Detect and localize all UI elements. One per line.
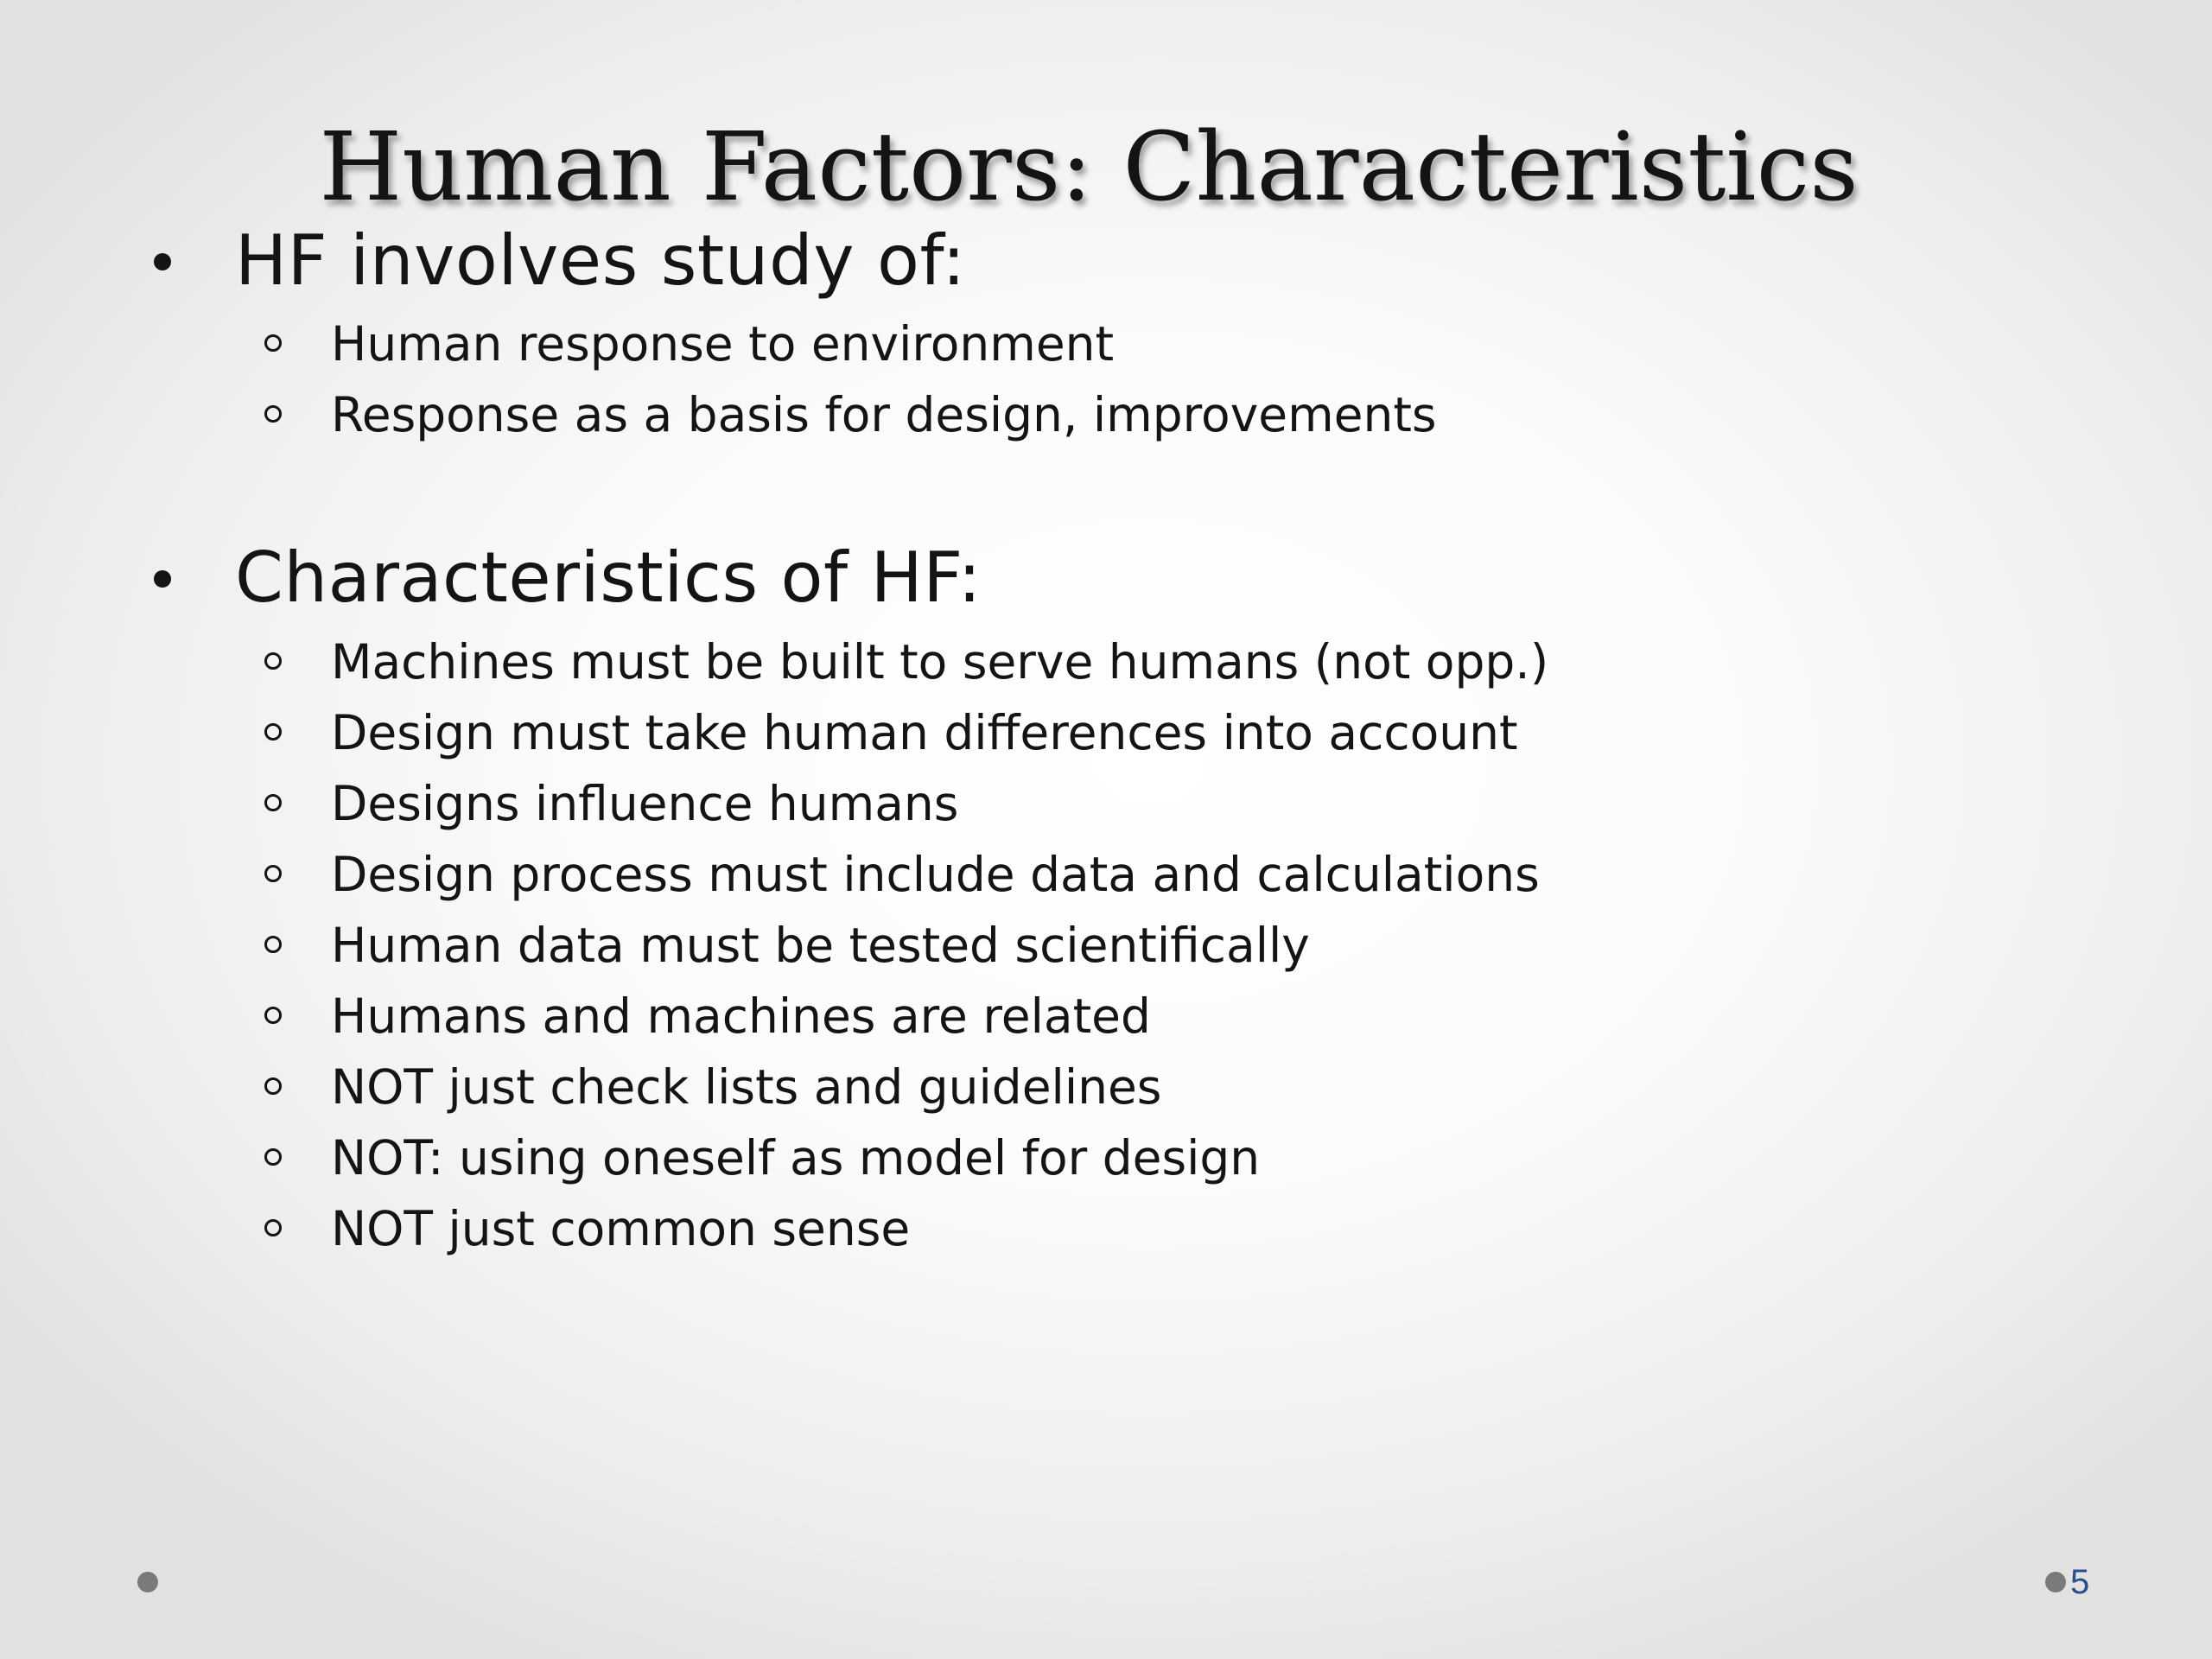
hollow-circle-bullet-icon bbox=[264, 1219, 282, 1236]
sub-list-hf-involves bbox=[0, 308, 2074, 450]
list-item bbox=[0, 308, 2074, 379]
bullet-dot-icon bbox=[154, 570, 171, 588]
hollow-circle-bullet-icon bbox=[264, 1007, 282, 1024]
slide-title: Human Factors: Characteristics bbox=[319, 111, 1859, 222]
sub-list-characteristics bbox=[0, 626, 2074, 1264]
list-item bbox=[0, 910, 2074, 981]
page-number: 5 bbox=[2070, 1563, 2090, 1601]
hollow-circle-bullet-icon bbox=[264, 405, 282, 423]
list-item bbox=[0, 626, 2074, 697]
list-item bbox=[0, 1193, 2074, 1264]
section-heading-text: Characteristics of HF: bbox=[235, 537, 982, 618]
bullet-dot-icon bbox=[154, 253, 171, 270]
list-item-text: Machines must be built to serve humans (not opp.) bbox=[331, 634, 1549, 690]
list-item-text: Human response to environment bbox=[331, 316, 1115, 372]
hollow-circle-bullet-icon bbox=[264, 865, 282, 882]
list-item bbox=[0, 839, 2074, 910]
section-heading-text: HF involves study of: bbox=[235, 220, 966, 301]
list-item-text: Humans and machines are related bbox=[331, 988, 1151, 1044]
footer-dot-icon bbox=[137, 1572, 158, 1592]
hollow-circle-bullet-icon bbox=[264, 1148, 282, 1166]
hollow-circle-bullet-icon bbox=[264, 723, 282, 741]
list-item bbox=[0, 768, 2074, 839]
list-item-text: Designs influence humans bbox=[331, 776, 959, 831]
hollow-circle-bullet-icon bbox=[264, 794, 282, 811]
list-item bbox=[0, 981, 2074, 1052]
list-item-text: NOT just common sense bbox=[331, 1201, 911, 1256]
section-heading-characteristics bbox=[0, 531, 2074, 626]
list-item bbox=[0, 379, 2074, 450]
footer-dot-icon bbox=[2045, 1572, 2066, 1592]
list-item-text: Response as a basis for design, improvements bbox=[331, 387, 1437, 442]
section-heading-hf-involves bbox=[0, 213, 2074, 308]
list-item-text: NOT: using oneself as model for design bbox=[331, 1130, 1261, 1185]
hollow-circle-bullet-icon bbox=[264, 1077, 282, 1095]
list-item-text: NOT just check lists and guidelines bbox=[331, 1059, 1162, 1115]
list-item-text: Human data must be tested scientifically bbox=[331, 918, 1310, 973]
hollow-circle-bullet-icon bbox=[264, 334, 282, 352]
list-item bbox=[0, 1122, 2074, 1193]
hollow-circle-bullet-icon bbox=[264, 936, 282, 953]
list-item-text: Design must take human differences into account bbox=[331, 705, 1518, 760]
hollow-circle-bullet-icon bbox=[264, 652, 282, 670]
list-item bbox=[0, 697, 2074, 768]
list-item bbox=[0, 1052, 2074, 1122]
list-item-text: Design process must include data and calculations bbox=[331, 847, 1540, 902]
